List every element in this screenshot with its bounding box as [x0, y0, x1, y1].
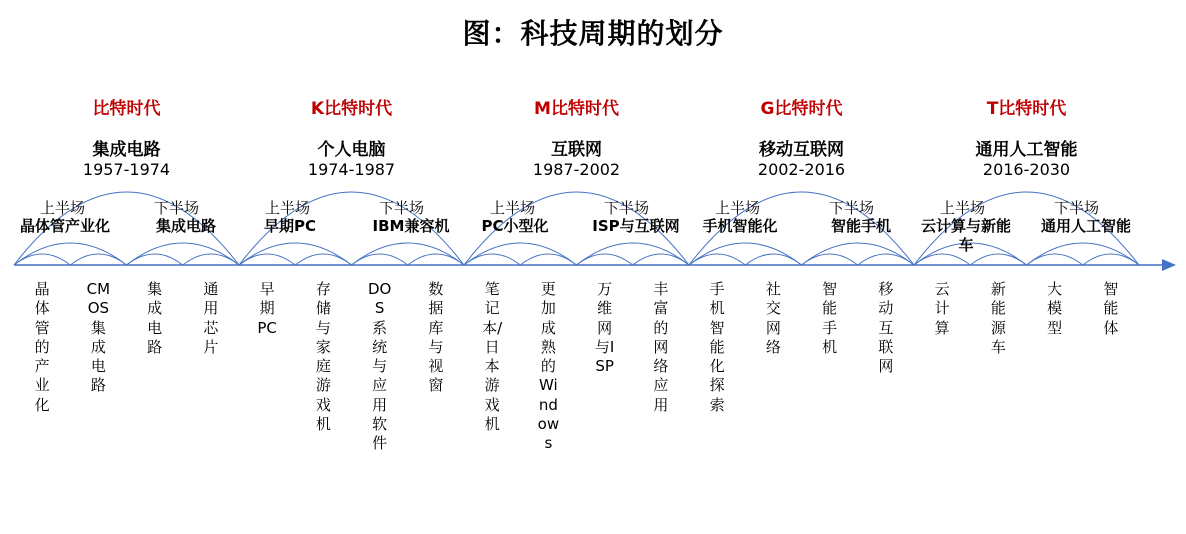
item-label: 智能体: [1103, 280, 1119, 337]
era-label: G比特时代: [760, 99, 843, 119]
item-arc: [577, 254, 633, 265]
timeline-arrowhead: [1162, 259, 1176, 271]
item-arc: [520, 254, 576, 265]
page-title: 图：科技周期的划分: [462, 17, 724, 50]
second-half-label: 下半场: [154, 199, 200, 217]
era-label: M比特时代: [534, 99, 619, 119]
half-arc: [689, 243, 802, 265]
era-name: 移动互联网: [759, 140, 844, 160]
item-arc: [858, 254, 914, 265]
item-label: 笔记本/日本游戏机: [482, 280, 503, 434]
second-half-theme: ISP与互联网: [592, 217, 680, 235]
item-label: 社交网络: [765, 280, 781, 356]
second-half-label: 下半场: [1054, 199, 1100, 217]
second-half-label: 下半场: [379, 199, 425, 217]
item-label: DOS系统与应用软件: [367, 280, 392, 453]
item-arc: [239, 254, 295, 265]
half-arc: [577, 243, 690, 265]
half-arc: [127, 243, 240, 265]
first-half-label: 上半场: [265, 199, 311, 217]
item-label: 大模型: [1047, 280, 1063, 337]
first-half-label: 上半场: [40, 199, 86, 217]
era-name: 通用人工智能: [975, 140, 1078, 160]
era-name: 个人电脑: [317, 140, 386, 160]
era-years: 2016-2030: [982, 160, 1071, 179]
item-arc: [633, 254, 689, 265]
item-label: 手机智能化探索: [709, 280, 725, 414]
second-half-theme: IBM兼容机: [372, 217, 450, 235]
item-label: CMOS集成电路: [86, 280, 111, 395]
item-label: 更加成熟的Windows: [537, 280, 560, 453]
era-label: T比特时代: [986, 99, 1067, 119]
item-label: 云计算: [934, 280, 950, 337]
half-arc: [14, 243, 127, 265]
item-arc: [127, 254, 183, 265]
second-half-theme: 通用人工智能: [1040, 217, 1131, 235]
item-arc: [745, 254, 801, 265]
item-arc: [914, 254, 970, 265]
item-label: 晶体管的产业化: [34, 280, 50, 414]
first-half-label: 上半场: [940, 199, 986, 217]
era-label: K比特时代: [310, 99, 393, 119]
item-arc: [1083, 254, 1139, 265]
item-arc: [970, 254, 1026, 265]
item-arc: [1027, 254, 1083, 265]
half-arc: [239, 243, 352, 265]
era-years: 1987-2002: [532, 160, 621, 179]
item-arc: [352, 254, 408, 265]
era-label: 比特时代: [92, 99, 161, 119]
first-half-label: 上半场: [490, 199, 536, 217]
first-half-theme: 云计算与新能车: [920, 217, 1011, 254]
first-half-theme: 早期PC: [263, 217, 316, 235]
item-label: 通用芯片: [203, 280, 219, 356]
item-label: 数据库与视窗: [428, 280, 444, 395]
second-half-theme: 集成电路: [155, 217, 216, 235]
item-arc: [295, 254, 351, 265]
second-half-theme: 智能手机: [830, 217, 891, 235]
second-half-label: 下半场: [829, 199, 875, 217]
item-label: 集成电路: [147, 280, 163, 356]
first-half-theme: PC小型化: [481, 217, 549, 235]
first-half-theme: 晶体管产业化: [19, 217, 110, 235]
era-name: 集成电路: [92, 140, 161, 160]
item-label: 智能手机: [822, 280, 838, 356]
first-half-theme: 手机智能化: [702, 217, 778, 235]
item-arc: [464, 254, 520, 265]
era-years: 1957-1974: [82, 160, 171, 179]
era-years: 1974-1987: [307, 160, 396, 179]
item-label: 移动互联网: [878, 280, 894, 376]
era-years: 2002-2016: [757, 160, 846, 179]
item-arc: [14, 254, 70, 265]
half-arc: [1027, 243, 1140, 265]
item-arc: [802, 254, 858, 265]
item-label: 存储与家庭游戏机: [315, 280, 331, 434]
era-name: 互联网: [551, 140, 602, 160]
item-label: 丰富的网络应用: [653, 280, 669, 414]
first-half-label: 上半场: [715, 199, 761, 217]
item-label: 早期PC: [257, 280, 277, 337]
half-arc: [352, 243, 465, 265]
item-label: 万维网与ISP: [594, 280, 615, 376]
item-arc: [70, 254, 126, 265]
item-label: 新能源车: [990, 280, 1006, 356]
half-arc: [464, 243, 577, 265]
half-arc: [802, 243, 915, 265]
second-half-label: 下半场: [604, 199, 650, 217]
item-arc: [183, 254, 239, 265]
item-arc: [689, 254, 745, 265]
item-arc: [408, 254, 464, 265]
